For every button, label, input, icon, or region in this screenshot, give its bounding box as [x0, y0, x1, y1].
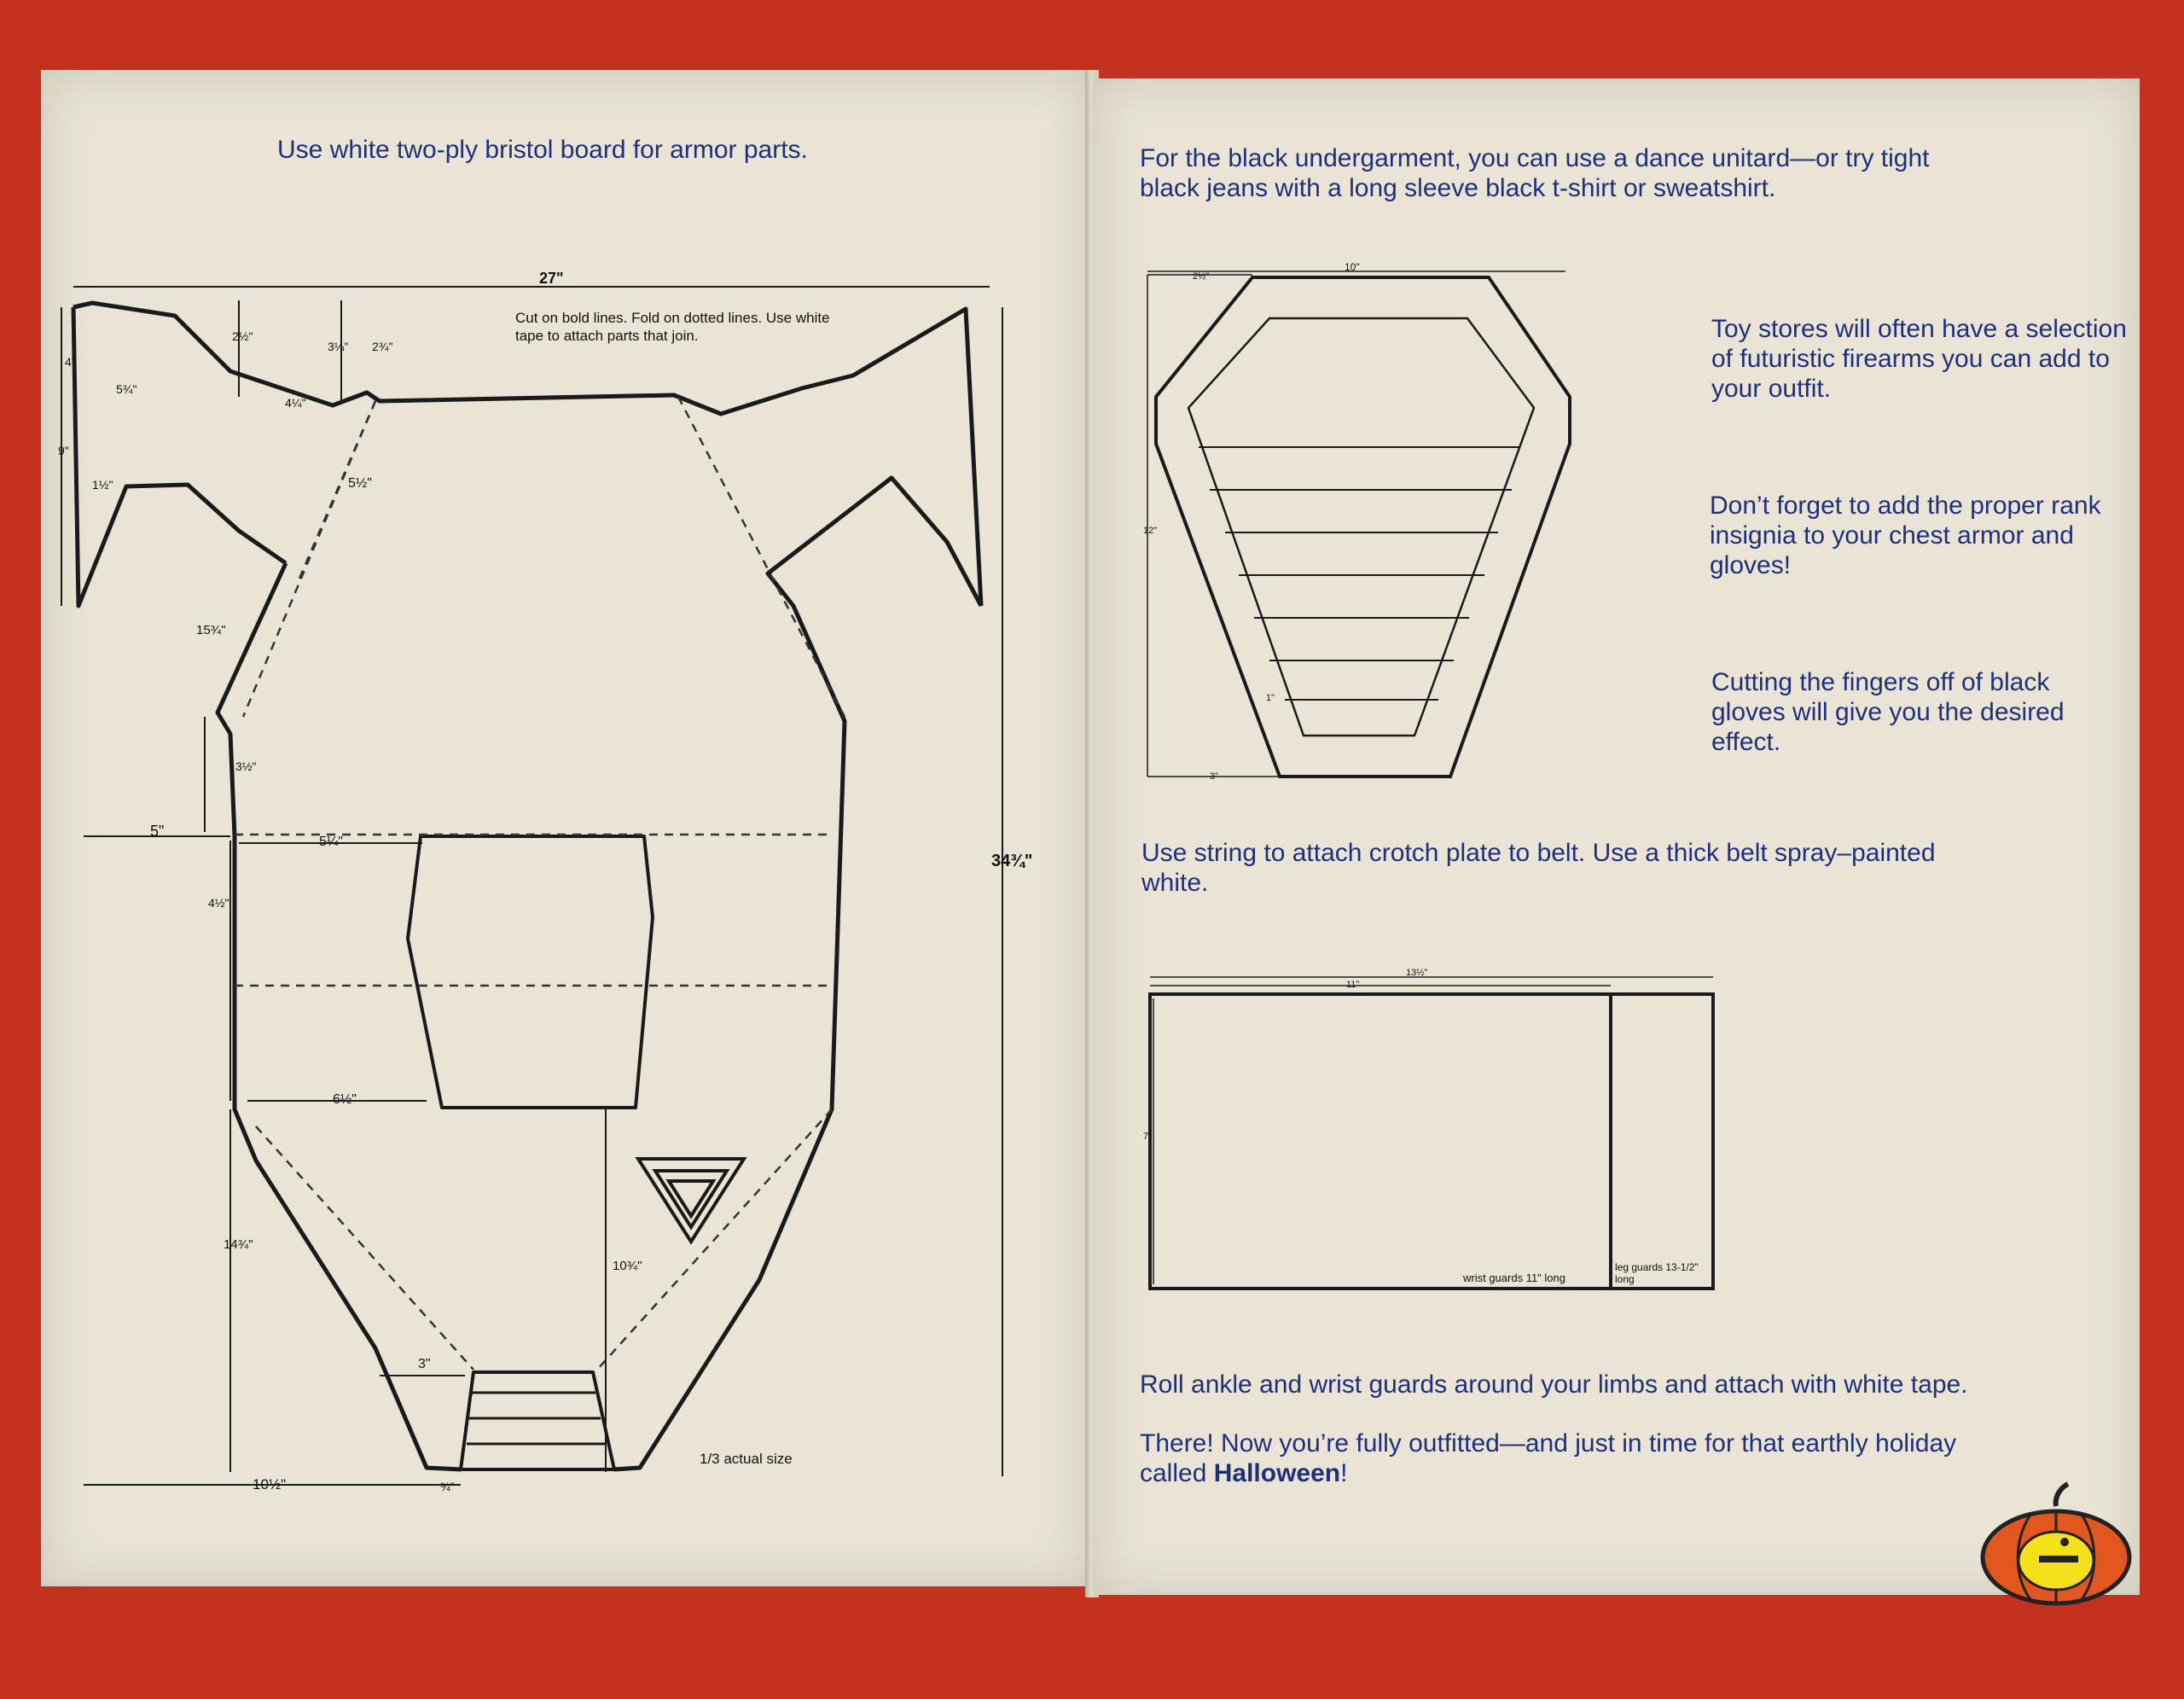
dim-2-3-4: 2¾" — [372, 340, 393, 353]
tip-insignia: Don’t forget to add the proper rank insignia to your chest armor and gloves! — [1710, 492, 2101, 579]
dim-3-1-2: 3½" — [235, 759, 257, 773]
dim-1-1-2: 1½" — [92, 478, 113, 492]
dim-15-3-4: 15¾" — [196, 623, 226, 637]
dim-5-3-4: 5¾" — [116, 382, 137, 396]
dim-14-3-4: 14¾" — [224, 1237, 253, 1252]
armor-header: Use white two-ply bristol board for armor parts. — [277, 136, 808, 164]
tip-gloves: Cutting the fingers off of black gloves will give you the desired effect. — [1711, 668, 2065, 756]
dim-9: 9" — [58, 444, 69, 457]
dim-3-1-4: 3¼" — [328, 340, 349, 353]
dim-4-1-4: 4¼" — [285, 396, 306, 410]
dim-5-1-2: 5½" — [348, 476, 372, 491]
plate-dim-inner: 1" — [1266, 693, 1275, 703]
belt-plate-outline — [1156, 277, 1570, 777]
tip-firearms: Toy stores will often have a selection of futuristic firearms you can add to your outfit. — [1711, 315, 2127, 403]
undergarment-note: For the black undergarment, you can use a dance unitard—or try tight black jeans with a long sleeve black t-shirt or sweatshirt. — [1140, 144, 1930, 202]
closing-halloween: Halloween — [1213, 1459, 1341, 1487]
guard-dim-wrist: 11" — [1346, 980, 1360, 990]
dim-width-total: 27" — [539, 270, 564, 287]
belt-plate-dims — [1147, 271, 1565, 777]
roll-note: Roll ankle and wrist guards around your limbs and attach with white tape. — [1140, 1370, 1968, 1399]
plate-dim-height: 12" — [1143, 526, 1158, 536]
dim-3: 3" — [418, 1357, 431, 1371]
guard-dim-height: 7" — [1143, 1132, 1153, 1142]
dim-4-1-2: 4½" — [208, 896, 229, 910]
guards-dims — [1150, 977, 1713, 1284]
dim-10-3-4: 10¾" — [613, 1259, 642, 1273]
guards-outline — [1150, 994, 1713, 1289]
dim-4: 4" — [65, 355, 76, 369]
dim-6-1-2: 6½" — [333, 1092, 357, 1107]
closing-end: ! — [1340, 1459, 1348, 1487]
wrist-guard-label: wrist guards 11" long — [1463, 1271, 1565, 1284]
guard-dim-total: 13½" — [1406, 968, 1428, 978]
plate-dim-top: 10" — [1345, 261, 1360, 273]
dim-height-total: 34¾" — [991, 852, 1033, 870]
dim-3-4: ¾" — [440, 1480, 455, 1493]
crotch-note: Use string to attach crotch plate to belt. Use a thick belt spray–painted white. — [1141, 839, 1936, 897]
dim-5in: 5" — [150, 823, 165, 840]
plate-dim-left-top: 2½" — [1193, 271, 1210, 282]
dim-10-1-2: 10½" — [253, 1476, 287, 1492]
closing-body: There! Now you’re fully outfitted—and just in time for that earthly holiday called — [1140, 1429, 1957, 1487]
dim-2-1-2: 2½" — [232, 329, 253, 343]
leg-guard-label: leg guards 13-1/2" long — [1615, 1261, 1699, 1285]
cut-note: Cut on bold lines. Fold on dotted lines. Use white tape to attach parts that join. — [515, 310, 830, 344]
plate-dim-bottom: 3" — [1210, 771, 1219, 782]
dim-5-1-4: 5¼" — [319, 835, 343, 849]
jack-o-lantern-icon — [1979, 1481, 2133, 1607]
scale-note: 1/3 actual size — [700, 1451, 793, 1467]
